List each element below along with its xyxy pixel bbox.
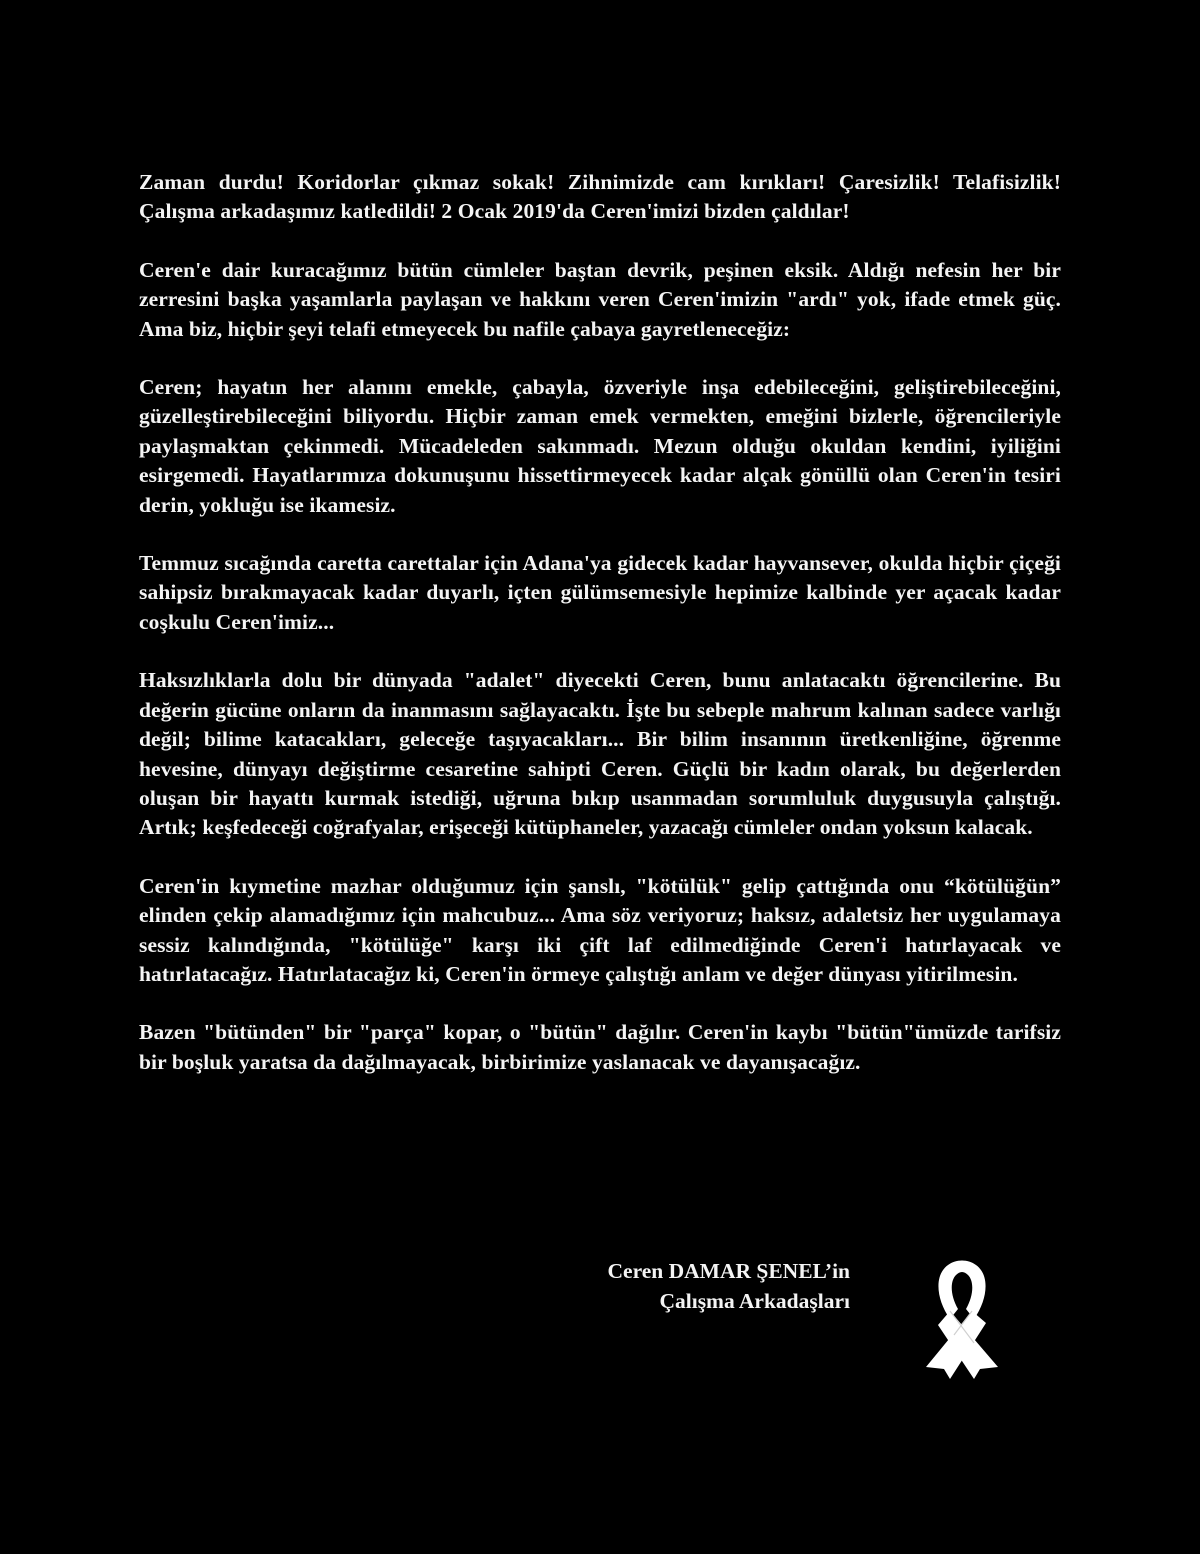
paragraph-7: Bazen "bütünden" bir "parça" kopar, o "bütün" dağılır. Ceren'in kaybı "bütün"ümüzde tarifsiz bir boşluk yaratsa da dağılmayacak, birbirimize yaslanacak ve dayanışacağız.	[139, 1020, 1061, 1074]
signature-line-1: Ceren DAMAR ŞENEL’in	[607, 1259, 850, 1283]
signature-line-2: Çalışma Arkadaşları	[659, 1289, 850, 1313]
paragraph-6: Ceren'in kıymetine mazhar olduğumuz için şanslı, "kötülük" gelip çattığında onu “kötülüğün” elinden çekip alamadığımız için mahcubuz... Ama söz veriyoruz; haksız, adaletsiz her uygulamaya sessiz kalındığında, "kötülüğe" karşı iki çift laf edilmediğinde Ceren'i hatırlayacak ve hatırlatacağız. Hatırlatacağız ki, Ceren'in örmeye çalıştığı anlam ve değer dünyası yitirilmesin.	[139, 873, 1061, 986]
paragraph-5: Haksızlıklarla dolu bir dünyada "adalet" diyecekti Ceren, bunu anlatacaktı öğrencilerine. Bu değerin gücüne onların da inanmasını sağlayacaktı. İşte bu sebeple mahrum kalınan sadece varlığı değil; bilime katacakları, geleceğe taşıyacakları... Bir bilim insanının üretkenliğine, öğrenme hevesine, dünyayı değiştirme cesaretine sahipti Ceren. Güçlü bir kadın olarak, bu değerlerden oluşan bir hayattı kurmak istediği, uğruna bıkıp usanmadan sorumluluk duygusuyla çalıştığı. Artık; keşfedeceği coğrafyalar, erişeceği kütüphaneler, yazacağı cümleler ondan yoksun kalacak.	[139, 668, 1061, 840]
paragraph-4: Temmuz sıcağında caretta carettalar için Adana'ya gidecek kadar hayvansever, okulda hiçbir çiçeği sahipsiz bırakmayacak kadar duyarlı, içten gülümsemesiyle hepimize kalbinde yer açacak kadar coşkulu Ceren'imiz...	[139, 551, 1061, 634]
letter-body	[139, 168, 1061, 1106]
paragraph-2: Ceren'e dair kuracağımız bütün cümleler baştan devrik, peşinen eksik. Aldığı nefesin her bir zerresini başka yaşamlarla paylaşan ve hakkını veren Ceren'imizin "ardı" yok, ifade etmek güç. Ama biz, hiçbir şeyi telafi etmeyecek bu nafile çabaya gayretleneceğiz:	[139, 257, 1061, 341]
paragraph-3: Ceren; hayatın her alanını emekle, çabayla, özveriyle inşa edebileceğini, geliştirebileceğini, güzelleştirebileceğini biliyordu. Hiçbir zaman emek vermekten, emeğini bizlerle, öğrencileriyle paylaşmaktan çekinmedi. Mücadeleden sakınmadı. Mezun olduğu okuldan kendini, iyiliğini esirgemedi. Hayatlarımıza dokunuşunu hissettirmeyecek kadar alçak gönüllü olan Ceren'in tesiri derin, yokluğu ise ikamesiz.	[139, 375, 1061, 517]
mourning-ribbon-icon	[910, 1255, 1014, 1383]
paragraph-1: Zaman durdu! Koridorlar çıkmaz sokak! Zihnimizde cam kırıkları! Çaresizlik! Telafisizlik! Çalışma arkadaşımız katledildi! 2 Ocak 2019'da Ceren'imizi bizden çaldılar!	[139, 170, 1061, 224]
signature-block	[520, 1256, 850, 1316]
